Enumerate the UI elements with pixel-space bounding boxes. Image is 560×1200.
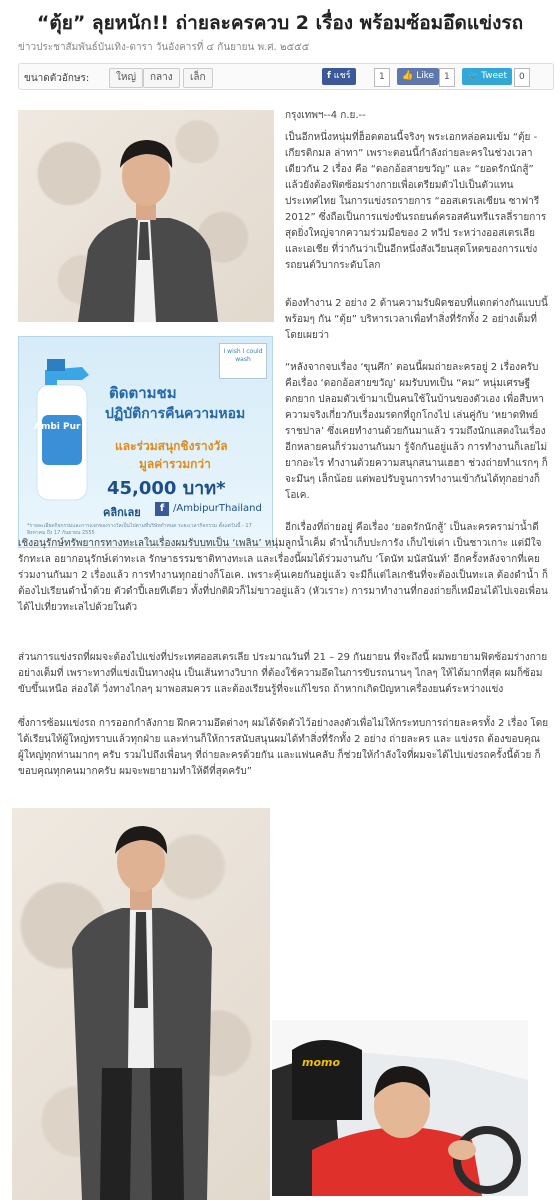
- article-meta: ข่าวประชาสัมพันธ์บันเทิง-ดารา วันอังคารที่ ๔ กันยายน พ.ศ. ๒๕๕๕: [18, 42, 310, 53]
- facebook-icon: f: [155, 502, 169, 516]
- font-size-label: ขนาดตัวอักษร:: [24, 73, 90, 84]
- thumbs-up-icon: 👍: [402, 71, 414, 81]
- tweet-count: 0: [514, 68, 530, 87]
- ad-line-4: มูลค่ารวมกว่า: [139, 457, 211, 471]
- article-photo-1: [18, 110, 274, 322]
- twitter-bird-icon: 🐦: [467, 71, 479, 81]
- article-paragraph-4: อีกเรื่องที่ถ่ายอยู่ คือเรื่อง ‘ยอดรักนักสู้’ เป็นละครคราม่าน้ำดีเชิงอนุรักษ์ทรัพยากรทางทะเลในเรื่องผมรับบทเป็น ‘เพลิน’ หนุ่มลูกน้ำเค็ม ดำน้ำเก็บปะการัง เก็บไข่เต่า เป็นชาวเกาะ แต่มีใจรักทะเล อยากอนุรักษ์เต่าทะเล รักษาธรรมชาติทางทะเล และเรื่องนี้ผมได้ร่วมงานกับ ‘โดนัท มนัสนันท์’ อีกครั้งหลังจากที่เคยร่วมงานกันมา 2 เรื่องแล้ว การทำงานทุกอย่างก็โอเค. เพราะคุ้นเคยกันอยู่แล้ว จะมีก็แต่ไลเกชันที่จะต้องเป็นทะเล ต้องดำน้ำ ก็ต้องไปเรียนดำน้ำด้วย ตัวดำปี้เลยทีเดียว ทั้งที่ปกติผิวก็ไม่ขาวอยู่แล้ว (หัวเราะ) การมาทำงานที่กองถ่ายก็เหมือนได้ไปเจอเพื่อน ได้ไปเที่ยวทะเลไปด้วยในตัว: [18, 522, 548, 613]
- article-paragraph-1: เป็นอีกหนึ่งหนุ่มที่ฮ็อตตอนนี้จริงๆ พระเอกหล่อคมเข้ม “ตุ้ย - เกียรติกมล ล่าทา” เพราะตอนนี้กำลังถ่ายละครในช่วงเวลาเดียวกัน 2 เรื่อง คือ “ดอกอ้อสายขวัญ” และ “ยอดรักนักสู้” แล้วยังต้องฟิตซ้อมร่างกายเพื่อเตรียมตัวไปเป็นตัวแทนประเทศไทย ในการแข่งรถรายการ “ออสเตรเลเซียน ซาฟารี 2012” ซึ่งถือเป็นการแข่งขันรถยนต์ครอสคันทรีแรลลี่รายการสุดยิ่งใหญ่จากความร่วมมือของ 2 ทวีป ระหว่างออสเตรเลียและเอเชีย ที่ว่ากันว่าเป็นอีกหนึ่งสังเวียนสุดโหดของการแข่งรถยนต์วิบากระดับโลก: [285, 132, 547, 271]
- facebook-share-button[interactable]: f แชร์: [322, 68, 356, 85]
- ad-brand: Ambi Pur: [34, 422, 81, 432]
- article-paragraph-2: ต้องทำงาน 2 อย่าง 2 ด้านความรับผิดชอบที่แตกต่างกันแบบนี้ พร้อมๆ กัน “ตุ้ย” บริหารเวลาเพื่อทำสิ่งที่รักทั้ง 2 อย่างเต็มที่โดยเผยว่า: [285, 298, 548, 341]
- ambipur-advertisement[interactable]: [18, 336, 273, 548]
- ad-click-label: คลิกเลย: [103, 506, 141, 519]
- article-photo-3: [272, 1020, 528, 1196]
- article-paragraph-5: ส่วนการแข่งรถที่ผมจะต้องไปแข่งที่ประเทศออสเตรเลีย ประมาณวันที่ 21 – 29 กันยายน ที่จะถึงนี้ ผมพยายามฟิตซ้อมร่างกายอย่างเต็มที่ เพราะทางที่แข่งเป็นทางฝุ่น เป็นเส้นทางวิบาก ที่ต้องใช้ความอึดในการขับรถนานๆ ไกลๆ ให้ได้มากที่สุด ผมก็ซ้อมขับขึ้นเหนือ ล่องใต้ วิ่งทางไกลๆ มาพอสมควร และต้องเรียนรู้ที่จะแก้ไขรถ ถ้าหากเกิดปัญหาเครื่องยนต์ระหว่างแข่ง: [18, 652, 548, 695]
- article-paragraph-3: “หลังจากจบเรื่อง ‘ขุนศึก’ ตอนนี้ผมถ่ายละครอยู่ 2 เรื่องครับ คือเรื่อง ‘ดอกอ้อสายขวัญ’ ผมรับบทเป็น “คม” หนุ่มเศรษฐีตกยาก ปลอมตัวเข้ามาเป็นคนใช้ในบ้านของตัวเอง เพื่อสืบหาความจริงเกี่ยวกับเรื่องมรดกที่ถูกโกงไป เล่นคู่กับ ‘หยาดทิพย์ ราชปาล’ ซึ่งเคยทำงานด้วยกันมาแล้ว รวมถึงนักแสดงในเรื่องอีกหลายคนก็ร่วมงานกันมา รู้จักกันอยู่แล้ว การทำงานก็เลยไม่ยากอะไร ทำงานด้วยความสนุกสนานเฮฮา ช่วงถ่ายทำแรกๆ ก็จะมึนๆ เล็กน้อย แต่พอปรับจูนการทำงานเข้ากันได้ทุกอย่างก็โอเค.: [285, 362, 548, 501]
- facebook-like-button[interactable]: 👍 Like: [397, 68, 439, 85]
- share-count: 1: [374, 68, 390, 87]
- ad-facebook-page: /AmbipurThailand: [173, 503, 262, 514]
- article-paragraph-6: ซึ่งการซ้อมแข่งรถ การออกกำลังกาย ฝึกความอึดต่างๆ ผมได้จัดตัวไว้อย่างลงตัวเพื่อไม่ให้กระทบการถ่ายละครทั้ง 2 เรื่อง โดยได้เรียนให้ผู้ใหญ่ทราบแล้วทุกฝ่าย และท่านก็ให้การสนับสนุนผมได้ทำสิ่งที่รักทั้ง 2 อย่าง ถ่ายละคร และ แข่งรถ ต้องขอบคุณผู้ใหญ่ทุกท่านมากๆ ครับ รวมไปถึงเพื่อนๆ ที่ถ่ายละครด้วยกัน และแฟนคลับ ก็ช่วยให้กำลังใจที่ผมจะได้ไปแข่งรถครั้งนี้ด้วย ก็ขอบคุณทุกคนมากครับ ผมจะพยายามทำให้ดีที่สุดครับ”: [18, 718, 549, 777]
- ad-fine-print: *รายละเอียดกิจกรรมและการแจกของรางวัลเป็นไปตามที่บริษัทกำหนด ระยะเวลากิจกรรม ตั้งแต่วันนี้ - 17 สิงหาคม ถึง 17 กันยายน 2555: [27, 523, 252, 536]
- article-dateline: กรุงเทพฯ--4 ก.ย.--: [285, 110, 366, 121]
- like-count: 1: [439, 68, 455, 87]
- facebook-icon: f: [327, 71, 331, 81]
- font-small-button[interactable]: เล็ก: [183, 68, 213, 88]
- ad-line-2: ปฏิบัติการคืนความหอม: [105, 406, 246, 422]
- ad-amount: 45,000 บาท*: [107, 478, 226, 499]
- momo-logo: momo: [302, 1056, 341, 1069]
- font-large-button[interactable]: ใหญ่: [109, 68, 143, 88]
- article-toolbar: [18, 63, 554, 90]
- wash-badge: I wish I could wash: [219, 343, 267, 379]
- article-photo-2: [12, 808, 270, 1200]
- article-title: “ตุ้ย” ลุยหนัก!! ถ่ายละครควบ 2 เรื่อง พร้อมซ้อมอึดแข่งรถ: [36, 12, 524, 34]
- tweet-button[interactable]: 🐦 Tweet: [462, 68, 512, 85]
- ad-line-3: และร่วมสนุกชิงรางวัล: [115, 439, 228, 453]
- ad-line-1: ติดตามชม: [109, 384, 177, 402]
- font-medium-button[interactable]: กลาง: [143, 68, 180, 88]
